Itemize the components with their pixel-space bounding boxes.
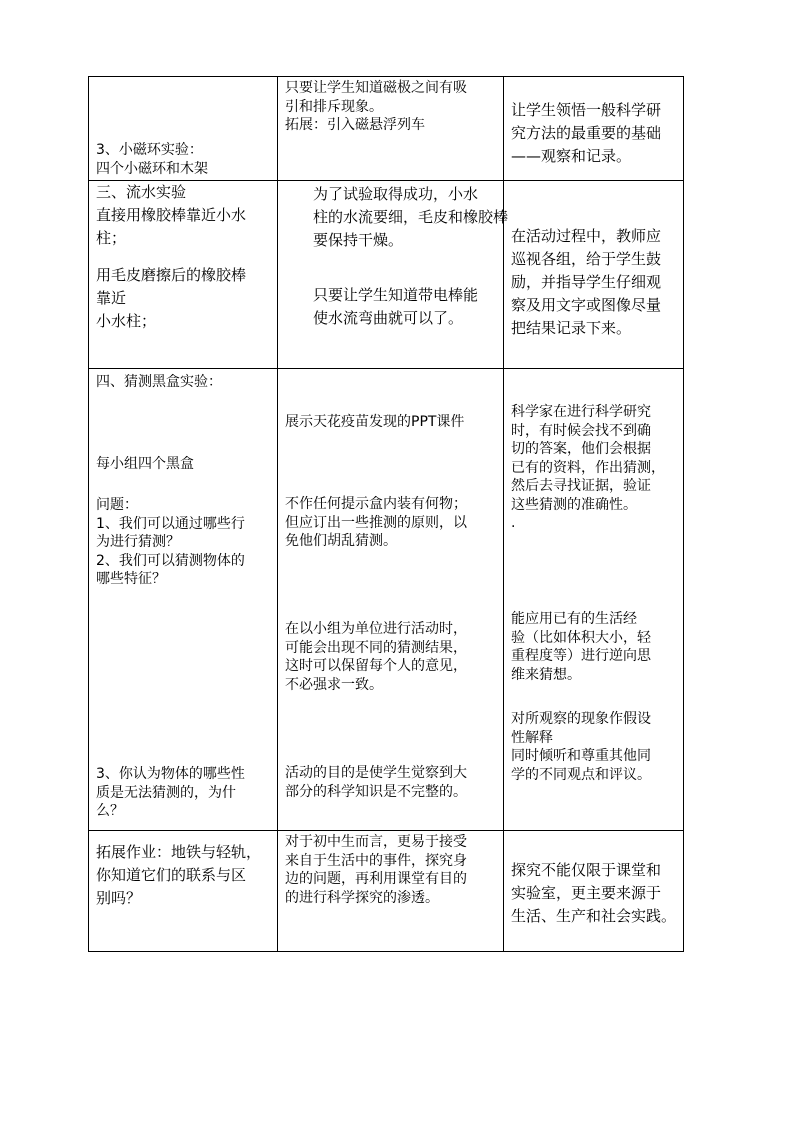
text-line: 靠近 xyxy=(96,289,127,307)
text-line: 已有的资料，作出猜测， xyxy=(511,459,665,476)
text-line: 边的问题，再利用课堂有目的 xyxy=(285,871,467,887)
text-line: 部分的科学知识是不完整的。 xyxy=(285,783,467,800)
text-line: 把结果记录下来。 xyxy=(511,319,632,337)
text-block xyxy=(285,833,499,907)
activity-cell xyxy=(89,369,278,831)
guidance-cell xyxy=(278,831,504,952)
table-row xyxy=(89,369,684,831)
text-line: 用毛皮磨擦后的橡胶棒 xyxy=(96,266,247,284)
text-block xyxy=(285,79,499,135)
guidance-cell xyxy=(278,77,504,181)
text-line: 学的不同观点和评议。 xyxy=(511,766,651,783)
text-line: 使水流弯曲就可以了。 xyxy=(313,309,464,327)
text-line: 这些猜测的准确性。 xyxy=(511,496,637,513)
text-block xyxy=(96,373,273,392)
text-block xyxy=(285,413,499,432)
text-line: 只要让学生知道磁极之间有吸 xyxy=(285,80,467,96)
text-block xyxy=(511,710,679,784)
text-block xyxy=(96,841,273,910)
text-line: 柱的水流要细，毛皮和橡胶棒 xyxy=(313,208,509,226)
text-line: 活动的目的是使学生觉察到大 xyxy=(285,765,467,781)
text-line: 同时倾听和尊重其他同 xyxy=(511,748,651,764)
text-block xyxy=(96,455,273,474)
guidance-cell xyxy=(278,369,504,831)
text-line: 的进行科学探究的渗透。 xyxy=(285,889,439,906)
text-line: 切的答案，他们会根据 xyxy=(511,441,651,457)
text-line: 对于初中生而言，更易于接受 xyxy=(285,834,467,850)
text-line: 不作任何提示盒内装有何物； xyxy=(285,496,467,512)
table-row xyxy=(89,831,684,952)
text-line: 小水柱； xyxy=(96,312,157,330)
text-block xyxy=(96,141,273,178)
text-line: 直接用橡胶棒靠近小水 xyxy=(96,206,247,224)
purpose-cell xyxy=(504,831,684,952)
text-block xyxy=(285,620,499,694)
text-line: 你知道它们的联系与区 xyxy=(96,866,247,884)
text-block xyxy=(285,183,509,252)
text-line: 三、流水实验 xyxy=(96,183,187,201)
text-line: 可能会出现不同的猜测结果， xyxy=(285,639,467,656)
text-block xyxy=(96,496,273,589)
text-line: . xyxy=(511,515,516,531)
text-line: 问题： xyxy=(96,497,138,513)
text-line: 每小组四个黑盒 xyxy=(96,456,194,472)
text-line: 励，并指导学生仔细观 xyxy=(511,273,662,291)
text-line: 然后去寻找证据，验证 xyxy=(511,478,651,494)
text-line: 拓展：引入磁悬浮列车 xyxy=(285,117,425,133)
text-line: 柱； xyxy=(96,229,127,247)
text-line: 哪些特征？ xyxy=(96,571,166,587)
activity-cell xyxy=(89,77,278,181)
table-row xyxy=(89,77,684,181)
text-block xyxy=(96,181,273,250)
text-block xyxy=(511,610,679,684)
text-block xyxy=(96,264,273,333)
text-line: 生活、生产和社会实践。 xyxy=(511,907,677,925)
text-line: 四个小磁环和木架 xyxy=(96,160,208,177)
text-block xyxy=(511,859,679,928)
lesson-plan-table xyxy=(88,76,684,952)
text-line: 来自于生活中的事件，探究身 xyxy=(285,852,467,869)
text-line: 3、小磁环实验： xyxy=(96,142,203,158)
activity-cell xyxy=(89,831,278,952)
text-line: 巡视各组，给于学生鼓 xyxy=(511,250,662,268)
text-block xyxy=(511,403,679,533)
text-line: 别吗？ xyxy=(96,889,142,907)
text-line: 重程度等）进行逆向思 xyxy=(511,648,651,664)
text-line: 探究不能仅限于课堂和 xyxy=(511,861,662,879)
text-line: 免他们胡乱猜测。 xyxy=(285,533,397,549)
text-line: 能应用已有的生活经 xyxy=(511,611,637,627)
text-line: 3、你认为物体的哪些性 xyxy=(96,766,245,782)
text-line: 在活动过程中，教师应 xyxy=(511,227,662,245)
text-line: 维来猜想。 xyxy=(511,666,581,683)
text-line: 2、我们可以猜测物体的 xyxy=(96,552,245,569)
text-line: 四、猜测黑盒实验： xyxy=(96,374,222,390)
text-line: 引和排斥现象。 xyxy=(285,98,383,115)
text-line: 对所观察的现象作假设 xyxy=(511,711,651,727)
text-line: 1、我们可以通过哪些行 xyxy=(96,515,245,532)
text-line: 为了试验取得成功，小水 xyxy=(313,185,479,203)
text-block xyxy=(511,225,679,340)
text-line: 么？ xyxy=(96,803,124,819)
text-line: 展示天花疫苗发现的PPT课件 xyxy=(285,414,465,430)
activity-cell xyxy=(89,181,278,369)
text-line: 科学家在进行科学研究 xyxy=(511,404,651,420)
text-line: 性解释 xyxy=(511,729,553,746)
text-block xyxy=(285,764,499,801)
text-line: 这时可以保留每个人的意见， xyxy=(285,658,467,674)
text-line: 察及用文字或图像尽量 xyxy=(511,296,662,314)
text-line: 要保持干燥。 xyxy=(313,231,404,249)
text-line: 时，有时候会找不到确 xyxy=(511,422,651,439)
text-block xyxy=(511,99,679,168)
purpose-cell xyxy=(504,369,684,831)
text-line: 验（比如体积大小，轻 xyxy=(511,629,651,646)
guidance-cell xyxy=(278,181,509,369)
text-block xyxy=(285,495,499,551)
purpose-cell xyxy=(504,77,684,181)
text-line: 质是无法猜测的，为什 xyxy=(96,784,236,801)
text-line: 为进行猜测？ xyxy=(96,534,180,550)
text-line: ——观察和记录。 xyxy=(511,147,632,165)
text-line: 在以小组为单位进行活动时， xyxy=(285,621,467,637)
text-line: 拓展作业：地铁与轻轨， xyxy=(96,843,262,861)
purpose-cell xyxy=(504,181,684,369)
text-line: 但应订出一些推测的原则，以 xyxy=(285,514,467,531)
text-line: 让学生领悟一般科学研 xyxy=(511,101,662,119)
text-line: 不必强求一致。 xyxy=(285,676,383,693)
text-block xyxy=(285,284,499,330)
text-line: 实验室，更主要来源于 xyxy=(511,884,662,902)
table-row xyxy=(89,181,684,369)
text-line: 只要让学生知道带电棒能 xyxy=(313,286,479,304)
text-block xyxy=(96,765,273,821)
text-line: 究方法的最重要的基础 xyxy=(511,124,662,142)
